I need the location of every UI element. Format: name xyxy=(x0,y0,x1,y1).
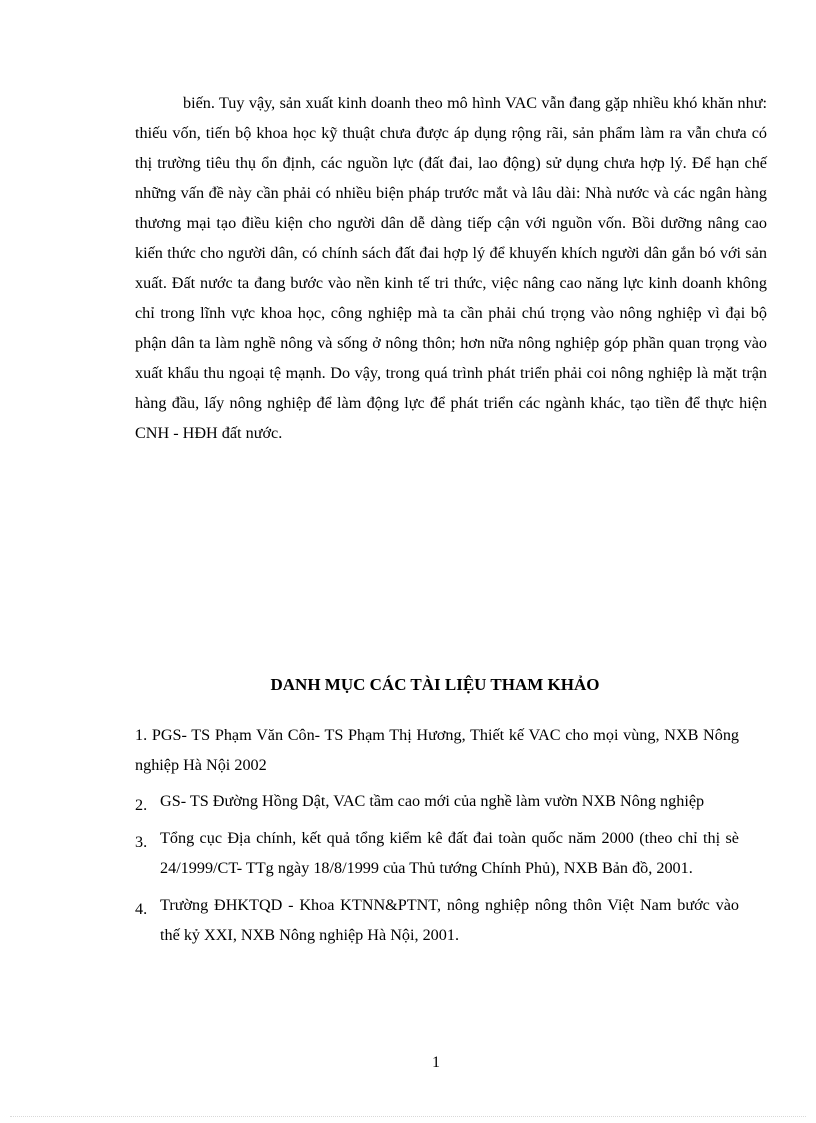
reference-item-2 xyxy=(135,786,739,816)
page-number: 1 xyxy=(432,1054,440,1071)
reference-item-1 xyxy=(135,720,739,780)
reference-number: 1. xyxy=(135,726,148,744)
reference-number: 4. xyxy=(135,900,148,918)
body-paragraph: biến. Tuy vậy, sản xuất kinh doanh theo mô hình VAC vẫn đang gặp nhiều khó khăn như: thiếu vốn, tiến bộ khoa học kỹ thuật chưa được áp dụng rộng rãi, sản phẩm làm ra vẫn chưa có thị trường tiêu thụ ổn định, các nguồn lực (đất đai, lao động) sử dụng chưa hợp lý. Để hạn chế những vấn đề này cần phải có nhiều biện pháp trước mắt và lâu dài: Nhà nước và các ngân hàng thương mại tạo điều kiện cho người dân dễ dàng tiếp cận với nguồn vốn. Bồi dưỡng nâng cao kiến thức cho người dân, có chính sách đất đai hợp lý để khuyến khích người dân gắn bó với sản xuất. Đất nước ta đang bước vào nền kinh tế tri thức, việc nâng cao năng lực kinh doanh không chỉ trong lĩnh vực khoa học, công nghiệp mà ta cần phải chú trọng vào nông nghiệp vì đại bộ phận dân ta làm nghề nông và sống ở nông thôn; hơn nữa nông nghiệp góp phần quan trọng vào xuất khẩu thu ngoại tệ mạnh. Do vậy, trong quá trình phát triển phải coi nông nghiệp là mặt trận hàng đầu, lấy nông nghiệp để làm động lực để phát triển các ngành khác, tạo tiền để thực hiện CNH - HĐH đất nước. xyxy=(135,94,767,442)
reference-text: GS- TS Đường Hồng Dật, VAC tầm cao mới của nghề làm vườn NXB Nông nghiệp xyxy=(160,792,705,810)
reference-text: PGS- TS Phạm Văn Côn- TS Phạm Thị Hương, Thiết kế VAC cho mọi vùng, NXB Nông nghiệp Hà Nội 2002 xyxy=(135,726,740,774)
page-bottom-divider xyxy=(10,1116,806,1117)
reference-text: Tổng cục Địa chính, kết quả tổng kiểm kê đất đai toàn quốc năm 2000 (theo chỉ thị sè 24/1999/CT- TTg ngày 18/8/1999 của Thủ tướng Chính Phủ), NXB Bản đồ, 2001. xyxy=(160,829,739,877)
reference-list xyxy=(135,720,739,957)
reference-item-4 xyxy=(135,890,739,950)
reference-number: 3. xyxy=(135,833,148,851)
reference-item-3 xyxy=(135,823,739,883)
reference-text: Trường ĐHKTQD - Khoa KTNN&PTNT, nông nghiệp nông thôn Việt Nam bước vào thế kỷ XXI, NXB Nông nghiệp Hà Nội, 2001. xyxy=(160,896,739,944)
references-heading: DANH MỤC CÁC TÀI LIỆU THAM KHẢO xyxy=(270,675,600,694)
reference-number: 2. xyxy=(135,796,148,814)
